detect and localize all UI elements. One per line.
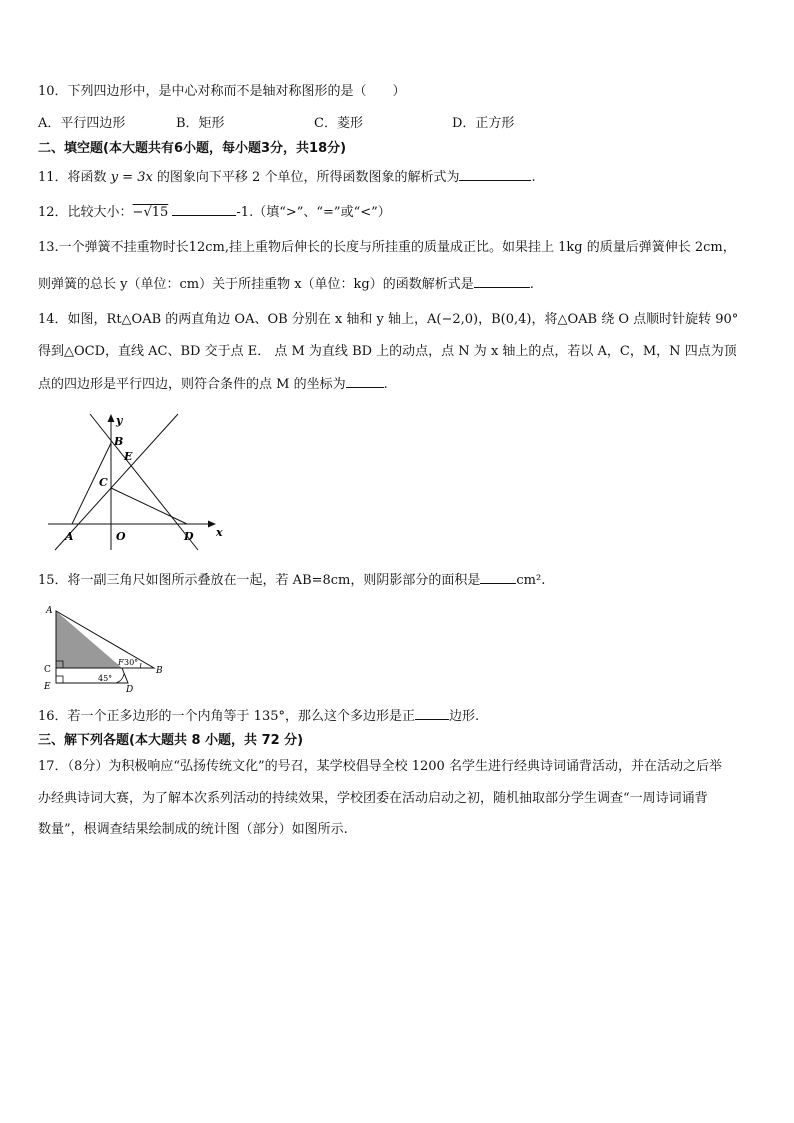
q13-answer-blank[interactable] [474,273,530,288]
q14-line3 [38,373,388,395]
label-e: E [44,682,51,692]
label-e: E [124,450,133,463]
label-x: x [216,526,223,539]
x-axis-arrow [208,521,216,528]
q12 [38,201,391,223]
q13-line2-pre: 则弹簧的总长 y（单位：cm）关于所挂重物 x（单位：kg）的函数解析式是 [38,277,474,292]
q15 [38,569,545,591]
section-3-heading: 三、解下列各题(本大题共 8 小题，共 72 分) [38,733,304,748]
q11-end: . [531,170,536,185]
q10-option-d: D．正方形 [452,116,515,131]
q10-stem: 10．下列四边形中，是中心对称而不是轴对称图形的是（ ） [38,84,406,99]
q13-line2-end: . [529,277,534,292]
q14-line3-pre: 点的四边形是平行四边，则符合条件的点 M 的坐标为 [38,377,346,392]
q14-answer-blank[interactable] [346,373,384,388]
label-y: y [116,414,123,427]
y-axis-arrow [108,414,115,422]
q16-pre: 16．若一个正多边形的一个内角等于 135°，那么这个多边形是正 [38,709,415,724]
label-b: B [114,435,124,448]
q14-line3-end: . [383,377,388,392]
right-angle-e [56,676,63,683]
q11 [38,166,536,188]
q17-line1: 17．（8分）为积极响应“弘扬传统文化”的号召，某学校倡导全校 1200 名学生进行经典诗词诵背活动，并在活动之后举 [38,759,722,774]
q12-answer-blank[interactable] [172,201,236,216]
q16 [38,705,479,727]
q17-line2: 办经典诗词大赛，为了解本次系列活动的持续效果，学校团委在活动启动之初，随机抽取部分学生调查“一周诗词诵背 [38,791,708,806]
q13-line2 [38,273,534,295]
q14-figure [40,410,230,555]
q13-line1: 13.一个弹簧不挂重物时长12cm,挂上重物后伸长的长度与所挂重的质量成正比。如果挂上 1kg 的质量后弹簧伸长 2cm， [38,240,736,255]
q10-option-b: B．矩形 [176,116,225,131]
q15-figure [38,602,170,694]
q11-pre: 11．将函数 [38,170,111,185]
q16-post: 边形. [449,709,480,724]
label-b: B [156,666,163,676]
q12-pre: 12．比较大小： [38,205,133,220]
q17-line3: 数量”，根调查结果绘制成的统计图（部分）如图所示. [38,822,348,837]
q11-post: 的图象向下平移 2 个单位，所得函数图象的解析式为 [152,170,460,185]
q12-post: -1.（填“>”、“=”或“<”） [236,205,391,220]
label-angle-45: 45° [98,674,113,683]
arc-30 [140,663,141,668]
q10-option-a: A．平行四边形 [38,116,126,131]
q11-formula: y = 3x [110,170,153,185]
label-angle-30: 30° [124,658,139,667]
label-d: D [126,685,134,694]
q15-unit: cm². [516,573,546,588]
shaded-region [56,611,122,668]
q14-line2: 得到△OCD，直线 AC、BD 交于点 E． 点 M 为直线 BD 上的动点，点 N 为 x 轴上的点，若以 A，C，M，N 四点为顶 [38,344,737,359]
label-a: A [46,606,53,616]
label-a: A [65,530,74,543]
q16-answer-blank[interactable] [415,705,449,720]
label-c: C [99,476,108,489]
segment-cd [111,488,187,524]
q15-answer-blank[interactable] [480,569,516,584]
q15-pre: 15．将一副三角尺如图所示叠放在一起，若 AB=8cm，则阴影部分的面积是 [38,573,481,588]
section-2-heading: 二、填空题(本大题共有6小题，每小题3分，共18分) [38,141,347,156]
q12-expr: −√15 [132,205,169,220]
q14-line1: 14．如图，Rt△OAB 的两直角边 OA、OB 分别在 x 轴和 y 轴上，A(−2,0)，B(0,4)，将△OAB 绕 O 点顺时针旋转 90° [38,312,739,327]
arc-45 [116,674,124,683]
label-c: C [44,665,51,675]
q11-answer-blank[interactable] [459,166,531,181]
label-o: O [116,530,126,543]
label-f: F [118,658,124,667]
label-d: D [184,530,194,543]
q10-option-c: C．菱形 [314,116,363,131]
triangle-45 [56,668,128,683]
